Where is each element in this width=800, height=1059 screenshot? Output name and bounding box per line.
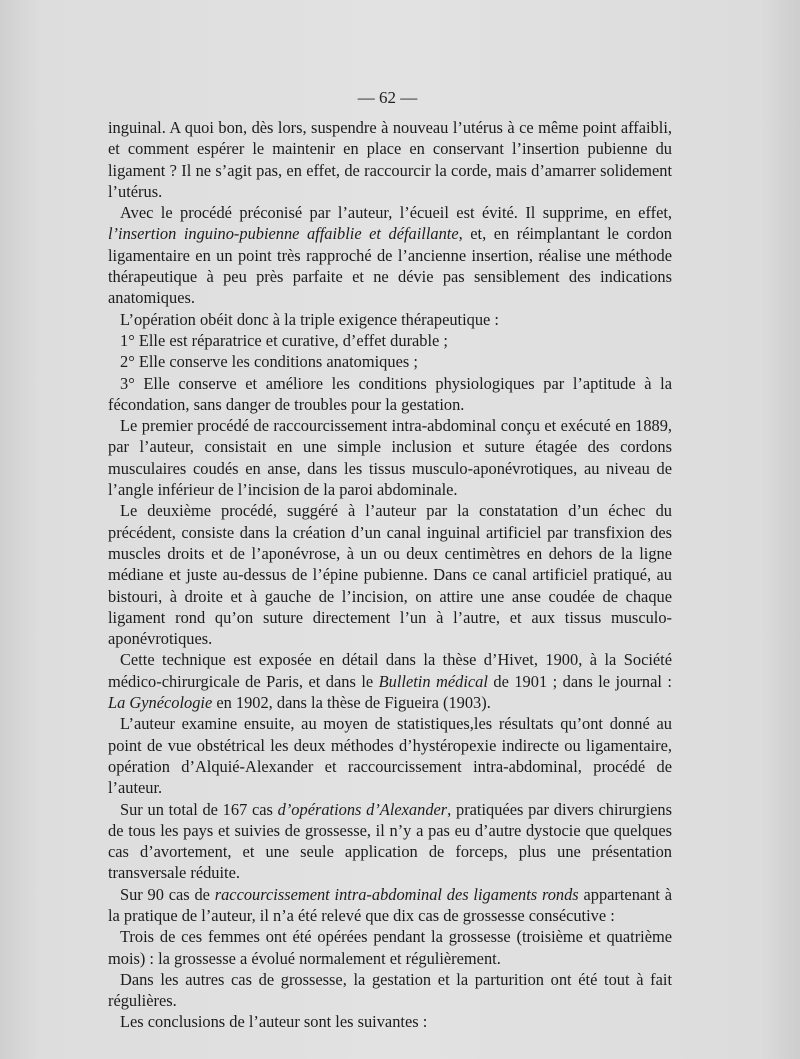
paragraph-p13 xyxy=(108,926,672,969)
text-run: en 1902, dans la thèse de Figueira (1903). xyxy=(212,693,491,713)
text-run: Dans les autres cas de grossesse, la gestation et la parturition ont été tout à fait régulières. xyxy=(108,969,672,1011)
paragraph-p02 xyxy=(108,202,672,308)
text-run: 3° Elle conserve et améliore les conditions physiologiques par l’aptitude à la fécondation, sans danger de troubles pour la gestation. xyxy=(108,373,672,414)
text-run: appartenant à la pratique de l’auteur, il n’a été relevé que dix cas de grossesse consécutive : xyxy=(108,884,672,925)
page-number: — 62 — xyxy=(357,88,418,107)
paragraph-p15 xyxy=(108,1011,672,1032)
italic-phrase: d’opérations d’Alexander xyxy=(277,799,448,819)
text-run: 2° Elle conserve les conditions anatomiques ; xyxy=(120,352,418,372)
text-run: Cette technique est exposée en détail dans la thèse d’Hivet, 1900, à la Société médico-chirurgicale de Paris, et dans le xyxy=(108,650,672,691)
body-text xyxy=(108,117,672,1033)
paragraph-p08 xyxy=(108,500,672,649)
paragraph-p10 xyxy=(108,713,672,798)
italic-phrase: La Gynécologie xyxy=(108,693,213,713)
text-run: Trois de ces femmes ont été opérées pendant la grossesse (troisième et quatrième mois) : la grossesse a évolué normalement et régulièrement. xyxy=(108,927,672,968)
paragraph-p03 xyxy=(108,309,672,330)
text-run: , et, en réimplantant le cordon ligamentaire en un point très rapproché de l’ancienne insertion, réalise une méthode thérapeutique à peu près parfaite et ne dévie pas sensiblement des indications anatomiques. xyxy=(108,224,672,308)
text-run: inguinal. A quoi bon, dès lors, suspendre à nouveau l’utérus à ce même point affaibli, et comment espérer le maintenir en place en conservant l’insertion pubienne du ligament ? Il ne s’agit pas, en effet, de raccourcir la corde, mais d’amarrer solidement l’utérus. xyxy=(108,118,672,201)
italic-phrase: raccourcissement intra-abdominal des ligaments ronds xyxy=(214,884,579,904)
text-run: Les conclusions de l’auteur sont les suivantes : xyxy=(120,1012,428,1032)
text-run: , pratiquées par divers chirurgiens de tous les pays et suivies de grossesse, il n’y a pas eu d’autre dystocie que quelques cas d’avortement, et une seule application de forceps, plus une présentation transversale réduite. xyxy=(108,799,672,883)
paragraph-p05 xyxy=(108,351,672,372)
text-run: 1° Elle est réparatrice et curative, d’effet durable ; xyxy=(120,330,448,350)
paragraph-p12 xyxy=(108,884,672,927)
paragraph-p01 xyxy=(108,117,672,202)
text-run: Sur 90 cas de xyxy=(120,884,215,904)
italic-phrase: Bulletin médical xyxy=(378,671,488,691)
text-run: Le deuxième procédé, suggéré à l’auteur par la constatation d’un échec du précédent, consiste dans la création d’un canal inguinal artificiel par transfixion des muscles droits et de l’aponévrose, à un ou deux centimètres en dehors de la ligne médiane et juste au-dessus de l’épine pubienne. Dans ce canal artificiel pratiqué, au bistouri, à droite et à gauche de l’incision, on attire une anse coudée de chaque ligament rond qu’on suture directement l’un à l’autre, et aux tissus musculo-aponévrotiques. xyxy=(108,501,672,649)
text-run: Avec le procédé préconisé par l’auteur, l’écueil est évité. Il supprime, en effet, xyxy=(120,203,672,223)
paragraph-p04 xyxy=(108,330,672,351)
text-run: L’opération obéit donc à la triple exigence thérapeutique : xyxy=(120,309,499,329)
text-run: Le premier procédé de raccourcissement intra-abdominal conçu et exécuté en 1889, par l’auteur, consistait en une simple inclusion et suture étagée des cordons musculaires coudés en anse, dans les tissus musculo-aponévrotiques, au niveau de l’angle inférieur de l’incision de la paroi abdominale. xyxy=(108,416,672,500)
paragraph-p06 xyxy=(108,373,672,416)
text-run: de 1901 ; dans le journal : xyxy=(487,671,672,691)
text-run: L’auteur examine ensuite, au moyen de statistiques,les résultats qu’ont donné au point de vue obstétrical les deux méthodes d’hystéropexie indirecte ou ligamentaire, opération d’Alquié-Alexander et raccourcissement intra-abdominal, procédé de l’auteur. xyxy=(108,714,672,798)
paragraph-p11 xyxy=(108,799,672,884)
paragraph-p09 xyxy=(108,649,672,713)
paragraph-p14 xyxy=(108,969,672,1012)
italic-phrase: l’insertion inguino-pubienne affaiblie et défaillante xyxy=(108,224,459,244)
text-run: Sur un total de 167 cas xyxy=(120,799,278,819)
paragraph-p07 xyxy=(108,415,672,500)
